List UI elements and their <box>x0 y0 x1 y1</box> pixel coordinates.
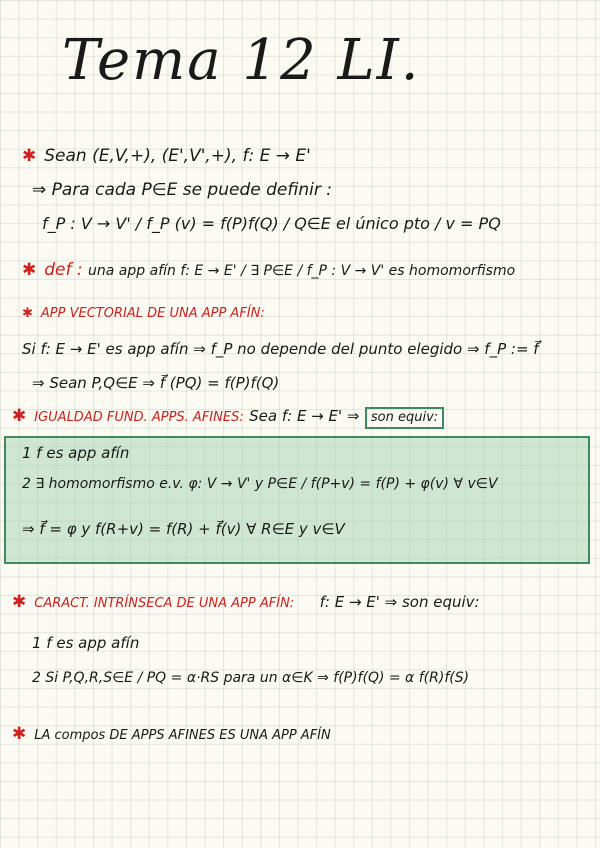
line-sean-pq: ⇒ Sean P,Q∈E ⇒ f⃗ (PQ) = f(P)f(Q) <box>32 374 280 392</box>
caract-item-1: 1 f es app afín <box>32 634 140 652</box>
line-definicion-fp: f_P : V → V' / f_P (v) = f(P)f(Q) / Q∈E el único pto / v = PQ <box>42 214 501 233</box>
line-si-f: Si f: E → E' es app afín ⇒ f_P no depende del punto elegido ⇒ f_P := f⃗ <box>22 340 539 358</box>
son-equiv-box: son equiv: <box>365 407 444 429</box>
bullet-icon: ✱ <box>22 306 33 321</box>
line-caract: ✱ CARACT. INTRÍNSECA DE UNA APP AFÍN: f: E → E' ⇒ son equiv: <box>12 592 480 612</box>
box-item-3: ⇒ f⃗ = φ y f(R+v) = f(R) + f⃗(v) ∀ R∈E y v∈V <box>22 520 345 538</box>
page-title: Tema 12 LI. <box>62 28 421 93</box>
line-def: ✱ def : una app afín f: E → E' / ∃ P∈E / f_P : V → V' es homomorfismo <box>22 260 516 280</box>
line-para-cada: ⇒ Para cada P∈E se puede definir : <box>32 180 332 200</box>
bullet-icon: ✱ <box>12 592 27 612</box>
bullet-icon: ✱ <box>12 406 27 426</box>
line-composicion: ✱ LA compos DE APPS AFINES ES UNA APP AFÍN <box>12 724 331 744</box>
line-sean: ✱ Sean (E,V,+), (E',V',+), f: E → E' <box>22 146 311 166</box>
bullet-icon: ✱ <box>22 260 37 280</box>
heading-app-vectorial: ✱ APP VECTORIAL DE UNA APP AFÍN: <box>22 306 265 321</box>
box-item-2: 2 ∃ homomorfismo e.v. φ: V → V' y P∈E / f(P+v) = f(P) + φ(v) ∀ v∈V <box>22 476 498 492</box>
box-item-1: 1 f es app afín <box>22 444 130 462</box>
bullet-icon: ✱ <box>22 146 37 166</box>
line-igualdad: ✱ IGUALDAD FUND. APPS. AFINES: Sea f: E → E' ⇒ son equiv: <box>12 406 444 429</box>
bullet-icon: ✱ <box>12 724 27 744</box>
caract-item-2: 2 Si P,Q,R,S∈E / PQ = α·RS para un α∈K ⇒ f(P)f(Q) = α f(R)f(S) <box>32 670 470 686</box>
